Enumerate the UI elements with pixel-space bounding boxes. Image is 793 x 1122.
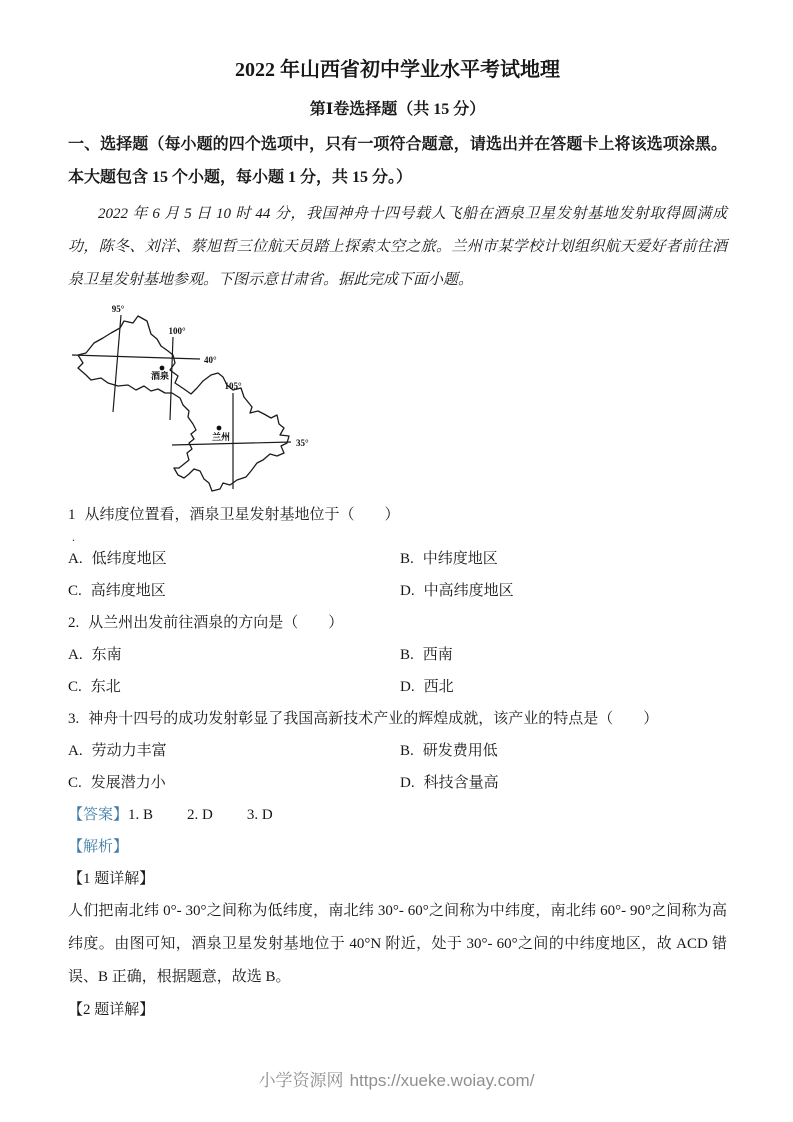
question-1-number: 1: [68, 507, 76, 523]
question-3-option-c: [68, 767, 400, 799]
detail-2-heading: 【2 题详解】: [68, 1002, 155, 1018]
option-c-text: 高纬度地区: [90, 583, 166, 599]
lanzhou-city-label: 兰州: [211, 432, 231, 442]
lanzhou-city-dot: [217, 426, 222, 431]
question-1-option-b: [400, 543, 727, 575]
page-title: 2022 年山西省初中学业水平考试地理: [235, 59, 560, 81]
option-c-text: 东北: [90, 679, 121, 695]
lon-100-label: 100°: [168, 326, 186, 336]
option-b-label: B.: [400, 743, 414, 759]
question-1-options: [68, 543, 727, 607]
question-1-text: 从纬度位置看，酒泉卫星发射基地位于（ ）: [84, 507, 400, 523]
option-a-label: A.: [68, 551, 83, 567]
option-a-text: 东南: [91, 647, 122, 663]
question-3-text: 神舟十四号的成功发射彰显了我国高新技术产业的辉煌成就，该产业的特点是（ ）: [88, 711, 659, 727]
question-3-option-d: [400, 767, 727, 799]
option-c-label: C.: [68, 679, 82, 695]
option-c-text: 发展潜力小: [90, 775, 166, 791]
question-2-stem: [68, 607, 727, 639]
instructions-text: 一、选择题（每小题的四个选项中，只有一项符合题意，请选出并在答题卡上将该选项涂黑。本大题包含 15 个小题，每小题 1 分，共 15 分。）: [68, 136, 727, 186]
question-3-option-a: [68, 735, 400, 767]
lon-95-label: 95°: [111, 304, 125, 314]
question-1-option-c: [68, 575, 400, 607]
detail-1-heading: 【1 题详解】: [68, 871, 155, 887]
jiuquan-city-label: 酒泉: [150, 371, 170, 381]
question-3-stem: [68, 703, 727, 735]
question-3-option-b: [400, 735, 727, 767]
answer-line: [68, 799, 727, 831]
option-b-text: 中纬度地区: [422, 551, 498, 567]
gansu-map: [60, 297, 330, 507]
question-1-option-a: [68, 543, 400, 575]
meridian-100-line: [170, 337, 173, 420]
option-d-label: D.: [400, 679, 415, 695]
section-heading: 第Ⅰ卷选择题（共 15 分）: [309, 101, 486, 118]
passage-text: 2022 年 6 月 5 日 10 时 44 分，我国神舟十四号载人飞船在酒泉卫星发射基地发射取得圆满成功，陈冬、刘洋、蔡旭哲三位航天员踏上探索太空之旅。兰州市某学校计划组织航天爱好者前往酒泉卫星发射基地参观。下图示意甘肃省。据此完成下面小题。: [68, 206, 727, 288]
option-a-text: 劳动力丰富: [91, 743, 167, 759]
parallel-40-line: [72, 355, 200, 359]
lon-105-label: 105°: [224, 381, 242, 391]
answer-label: 【答案】: [68, 807, 129, 823]
option-b-text: 研发费用低: [422, 743, 498, 759]
footer-site-name: 小学资源网: [258, 1071, 344, 1090]
footer: [0, 1066, 793, 1091]
option-a-text: 低纬度地区: [91, 551, 167, 567]
option-a-label: A.: [68, 743, 83, 759]
question-3: [68, 703, 727, 799]
question-2-option-b: [400, 639, 727, 671]
analysis-label: 【解析】: [68, 839, 129, 855]
question-2-options: [68, 639, 727, 703]
question-1-stray-mark: .: [72, 530, 75, 544]
answer-item-2: 2. D: [187, 807, 213, 823]
question-1-option-d: [400, 575, 727, 607]
gansu-map-figure: [60, 297, 727, 493]
question-1-stem: [68, 499, 727, 531]
option-c-label: C.: [68, 583, 82, 599]
question-3-options: [68, 735, 727, 799]
question-1: [68, 499, 727, 607]
option-d-label: D.: [400, 775, 415, 791]
option-c-label: C.: [68, 775, 82, 791]
question-2: [68, 607, 727, 703]
lat-40-label: 40°: [204, 355, 217, 365]
question-2-option-d: [400, 671, 727, 703]
option-d-text: 西北: [423, 679, 454, 695]
answer-item-1: 1. B: [128, 807, 154, 823]
question-2-text: 从兰州出发前往酒泉的方向是（ ）: [88, 615, 344, 631]
analysis-line: [68, 831, 727, 863]
option-d-label: D.: [400, 583, 415, 599]
gansu-province-outline: [78, 316, 289, 491]
option-b-label: B.: [400, 551, 414, 567]
detail-1-text: 人们把南北纬 0°- 30°之间称为低纬度，南北纬 30°- 60°之间称为中纬度，南北纬 60°- 90°之间称为高纬度。由图可知，酒泉卫星发射基地位于 40°N 附近，处于 30°- 60°之间的中纬度地区，故 ACD 错误、B 正确，根据题意，故选 B。: [68, 903, 727, 985]
option-d-text: 科技含量高: [423, 775, 499, 791]
jiuquan-city-dot: [160, 366, 165, 371]
question-2-option-c: [68, 671, 400, 703]
option-a-label: A.: [68, 647, 83, 663]
question-2-option-a: [68, 639, 400, 671]
option-b-text: 西南: [422, 647, 453, 663]
answer-item-3: 3. D: [246, 807, 273, 823]
lat-35-label: 35°: [296, 438, 309, 448]
option-b-label: B.: [400, 647, 414, 663]
footer-site-url: https://xueke.woiay.com/: [349, 1071, 535, 1090]
question-2-number: 2.: [68, 615, 80, 631]
question-3-number: 3.: [68, 711, 80, 727]
option-d-text: 中高纬度地区: [423, 583, 514, 599]
